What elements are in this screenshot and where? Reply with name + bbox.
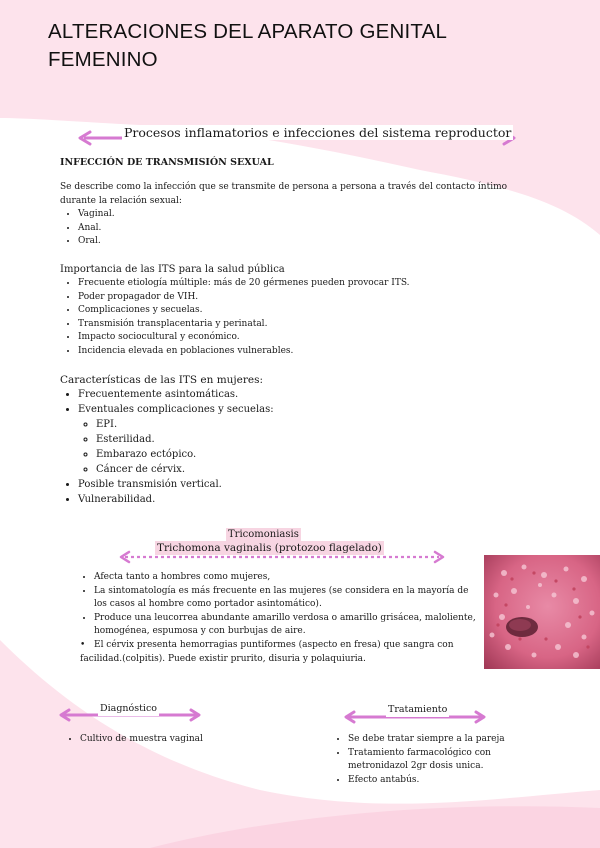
bullet-icon: • <box>80 640 86 650</box>
list-item: • Produce una leucorrea abundante amarillo verdosa o amarillo grisácea, maloliente, homogénea, espumosa y con burbujas de aire. <box>94 612 484 639</box>
list-item: • Se debe tratar siempre a la pareja <box>348 733 523 747</box>
importance-list <box>60 277 410 358</box>
importance-heading: Importancia de las ITS para la salud pública <box>60 264 285 275</box>
diagnostico-title: Diagnóstico <box>100 703 158 714</box>
sub-list-item: ◦ Esterilidad. <box>96 432 274 447</box>
list-item: • Cultivo de muestra vaginal <box>80 733 203 747</box>
trico-title: Tricomoniasis <box>228 529 299 540</box>
list-item: • Complicaciones y secuelas. <box>78 304 410 318</box>
list-item: • Anal. <box>78 222 115 236</box>
list-item <box>78 402 274 477</box>
characteristics-heading: Características de las ITS en mujeres: <box>60 374 264 386</box>
list-item: • Afecta tanto a hombres como mujeres, <box>94 571 484 585</box>
its-intro: Se describe como la infección que se transmite de persona a persona a través del contacto íntimo durante la relación sexual: <box>60 182 508 206</box>
list-item: • Vaginal. <box>78 208 115 222</box>
trico-item-cervix <box>80 639 468 666</box>
trico-subtitle: Trichomona vaginalis (protozoo flagelado) <box>157 542 382 554</box>
characteristics-list <box>60 387 274 507</box>
list-item: • Tratamiento farmacológico con metronidazol 2gr dosis unica. <box>348 747 523 774</box>
list-item: • Frecuentemente asintomáticas. <box>78 387 274 402</box>
diagnostico-list <box>62 733 203 747</box>
list-item-text: El cérvix presenta hemorragias puntiformes (aspecto en fresa) que sangra con facilidad.(colpitis). Puede existir prurito, disuria y polaquiuria. <box>80 640 454 664</box>
list-item: • Posible transmisión vertical. <box>78 477 274 492</box>
list-item: • Efecto antabús. <box>348 774 523 788</box>
list-item: • La sintomatología es más frecuente en las mujeres (se considera en la mayoría de los casos al hombre como portador asintomático). <box>94 585 484 612</box>
list-item: • Incidencia elevada en poblaciones vulnerables. <box>78 345 410 359</box>
its-routes-list <box>60 208 115 249</box>
sub-list-item: ◦ EPI. <box>96 417 274 432</box>
list-item: • Transmisión transplacentaria y perinatal. <box>78 318 410 332</box>
list-item: • Frecuente etiología múltiple: más de 20 gérmenes pueden provocar ITS. <box>78 277 410 291</box>
list-item: • Poder propagador de VIH. <box>78 291 410 305</box>
page-title: ALTERACIONES DEL APARATO GENITAL FEMENINO <box>48 20 447 71</box>
tratamiento-list <box>330 733 523 787</box>
trico-list <box>78 571 484 639</box>
sub-list-item: ◦ Cáncer de cérvix. <box>96 462 274 477</box>
list-item: • Impacto sociocultural y económico. <box>78 331 410 345</box>
list-item: • Oral. <box>78 235 115 249</box>
cervix-image <box>484 555 600 669</box>
list-item-text: Eventuales complicaciones y secuelas: <box>78 404 274 415</box>
tratamiento-title: Tratamiento <box>388 704 448 715</box>
complications-sublist <box>78 417 274 477</box>
list-item: • Vulnerabilidad. <box>78 492 274 507</box>
section-title: Procesos inflamatorios e infecciones del sistema reproductor <box>124 125 512 140</box>
sub-list-item: ◦ Embarazo ectópico. <box>96 447 274 462</box>
its-heading: INFECCIÓN DE TRANSMISIÓN SEXUAL <box>60 157 274 168</box>
